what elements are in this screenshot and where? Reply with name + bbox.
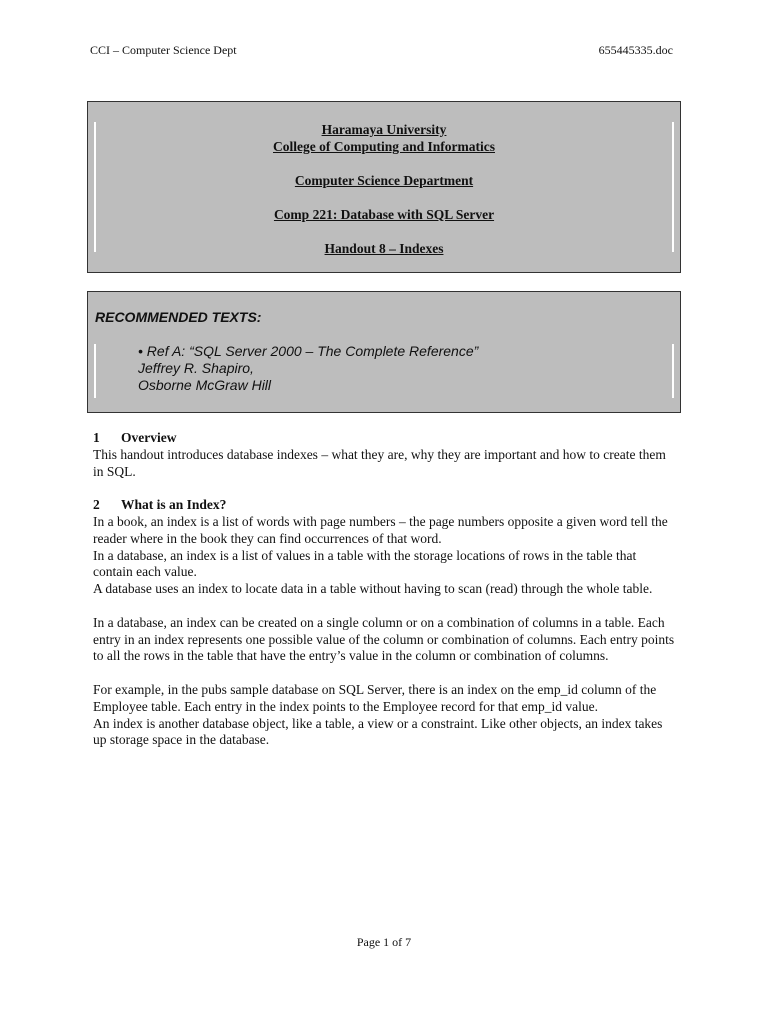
paragraph: For example, in the pubs sample database on SQL Server, there is an index on the emp_id column of the Employee table. Each entry in the index points to the Employee record for that emp_id value. xyxy=(93,681,657,714)
course-title: Comp 221: Database with SQL Server xyxy=(273,207,495,222)
title-box xyxy=(87,101,681,273)
running-header-filename: 655445335.doc xyxy=(598,43,673,57)
paragraph: In a database, an index is a list of values in a table with the storage locations of rows in the table that contain each value. xyxy=(93,547,637,580)
section-heading-overview: 1 Overview xyxy=(93,430,177,445)
university-name: Haramaya University xyxy=(321,122,447,137)
document-body xyxy=(93,430,678,749)
college-name: College of Computing and Informatics xyxy=(273,139,495,154)
reference-publisher: Osborne McGraw Hill xyxy=(138,377,272,393)
paragraph: In a database, an index can be created on a single column or on a combination of columns in a table. Each entry in an index represents one possible value of the column or combination of columns. Each entry points to all the rows in the table that have the entry’s value in the column or combination of columns. xyxy=(93,614,675,664)
recommended-heading: RECOMMENDED TEXTS: xyxy=(95,309,262,325)
paragraph: A database uses an index to locate data in a table without having to scan (read) through the whole table. xyxy=(93,581,653,597)
page-number: Page 1 of 7 xyxy=(356,935,412,949)
department-name: Computer Science Department xyxy=(294,173,474,188)
reference-author: Jeffrey R. Shapiro, xyxy=(138,360,254,376)
paragraph: This handout introduces database indexes – what they are, why they are important and how to create them in SQL. xyxy=(93,446,666,479)
recommended-texts-box xyxy=(87,291,681,413)
title-lines xyxy=(88,121,680,257)
recommended-reference xyxy=(138,343,478,394)
reference-title: • Ref A: “SQL Server 2000 – The Complete Reference” xyxy=(138,343,479,359)
running-header-left: CCI – Computer Science Dept xyxy=(90,43,237,57)
handout-title: Handout 8 – Indexes xyxy=(324,241,444,256)
paragraph: In a book, an index is a list of words with page numbers – the page numbers opposite a given word tell the reader where in the book they can find occurrences of that word. xyxy=(93,513,668,546)
paragraph: An index is another database object, like a table, a view or a constraint. Like other objects, an index takes up storage space in the database. xyxy=(93,715,663,748)
section-heading-what-is-index: 2 What is an Index? xyxy=(93,497,227,513)
